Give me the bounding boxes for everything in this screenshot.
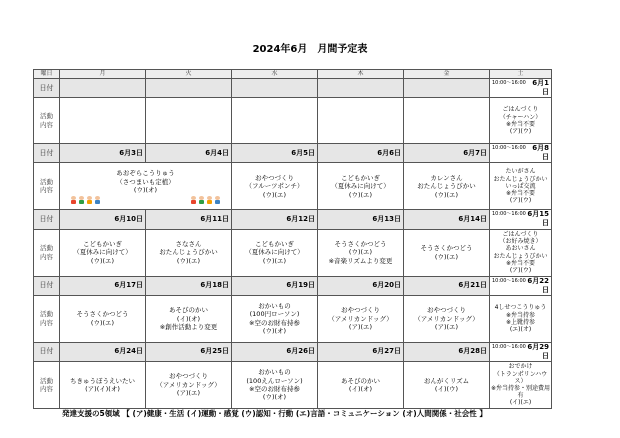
- date-cell-wed: [232, 144, 318, 163]
- saturday-hours: 10:00～16:00: [492, 211, 526, 218]
- date-label: 6月25日: [200, 347, 229, 356]
- activity-cell-mon: [60, 361, 146, 408]
- activity-row-label: [34, 98, 60, 144]
- activity-text: ちきゅうぼうえいたい (ア)(イ)(オ): [70, 376, 135, 393]
- activity-text: たいがさん おたんじょうびかい いっぱ交流 ※弁当不要 (ア)(ウ): [493, 168, 548, 205]
- date-row: [34, 79, 552, 98]
- activity-text: カレンさん おたんじょうびかい (ウ)(エ): [417, 173, 476, 199]
- activity-text: ごはんづくり （チャーハン） ※弁当不要 (ア)(ウ): [499, 106, 542, 135]
- activity-text: おかいもの (100円ローソン) ※空のお財布持参 (ウ)(オ): [249, 301, 300, 336]
- activity-text: さなさん おたんじょうびかい (ウ)(エ): [159, 239, 218, 265]
- activity-label-line1: 活動: [40, 310, 53, 319]
- activity-cell-wed: [232, 361, 318, 408]
- date-label: 6月1日: [532, 79, 549, 97]
- date-label: 6月28日: [458, 347, 487, 356]
- activity-cell-mon: [60, 98, 146, 144]
- activity-text: こどもかいぎ （夏休みに向けて） (ウ)(エ): [73, 239, 132, 265]
- date-cell-tue: [146, 342, 232, 361]
- activity-row: [34, 295, 552, 342]
- activity-cell-mon: [60, 229, 146, 276]
- date-label: 6月17日: [114, 281, 143, 290]
- activity-cell-sat: [490, 229, 552, 276]
- weekday-fri: 金: [404, 70, 490, 79]
- activity-cell-thu: [318, 295, 404, 342]
- date-label: 6月24日: [114, 347, 143, 356]
- activity-cell-mon: [60, 295, 146, 342]
- date-cell-wed: [232, 342, 318, 361]
- date-label: 6月20日: [372, 281, 401, 290]
- date-cell-fri: [404, 144, 490, 163]
- activity-cell-tue: [146, 361, 232, 408]
- date-cell-sat: [490, 342, 552, 361]
- activity-label-line2: 内容: [40, 384, 53, 393]
- date-label: 6月6日: [377, 148, 401, 157]
- activity-cell-fri: [404, 229, 490, 276]
- date-cell-wed: [232, 276, 318, 295]
- activity-text: おやつづくり （アメリカンドッグ） (ア)(エ): [328, 306, 393, 331]
- date-label: 6月12日: [286, 214, 315, 223]
- activity-cell-wed: [232, 229, 318, 276]
- weekday-header-row: [34, 70, 552, 79]
- activity-label-line1: 活動: [40, 376, 53, 385]
- date-cell-mon: [60, 276, 146, 295]
- date-cell-mon: [60, 210, 146, 229]
- activity-text: おんがくリズム (イ)(ウ): [423, 376, 470, 393]
- date-row-label: 日付: [34, 210, 60, 229]
- date-cell-sat: [490, 276, 552, 295]
- date-label: 6月29日: [527, 342, 549, 360]
- child-figure-icon: [214, 196, 221, 204]
- date-cell-sat: [490, 79, 552, 98]
- activity-text: おやつづくり （フルーツポンチ） (ウ)(エ): [245, 173, 304, 199]
- developmental-domains-legend: 発達支援の5領域 【 (ア)健康・生活 (イ)運動・感覚 (ウ)認知・行動 (エ)言語・コミュニケーション (オ)人間関係・社会性 】: [62, 409, 487, 418]
- activity-text: あそびのかい (イ)(オ): [341, 376, 380, 393]
- child-figure-icon: [86, 196, 93, 204]
- date-label: 6月22日: [527, 276, 549, 294]
- date-label: 6月18日: [200, 281, 229, 290]
- date-cell-fri: [404, 210, 490, 229]
- activity-text: こどもかいぎ （夏休みに向けて） (ウ)(エ): [245, 239, 304, 265]
- date-label: 6月14日: [458, 214, 487, 223]
- date-row-label: 日付: [34, 144, 60, 163]
- date-cell-tue: [146, 79, 232, 98]
- activity-label-line1: 活動: [40, 112, 53, 121]
- activity-cell-sat: [490, 98, 552, 144]
- date-label: 6月8日: [532, 144, 549, 162]
- activity-text: そうさくかつどう (ウ)(エ): [420, 244, 473, 261]
- activity-cell-thu: [318, 229, 404, 276]
- activity-text: あそびのかい (イ)(オ) ※創作活動より変更: [159, 306, 218, 331]
- activity-cell-sat: [490, 163, 552, 210]
- date-label: 6月10日: [114, 214, 143, 223]
- activity-cell-tue: [146, 295, 232, 342]
- weekday-header-label: 曜日: [34, 70, 60, 79]
- activity-cell-sat: [490, 295, 552, 342]
- activity-text: ごはんづくり （お好み焼き） あおいさん おたんじょうびかい ※弁当不要 (ア)(ウ): [493, 231, 548, 274]
- date-cell-thu: [318, 79, 404, 98]
- child-figure-icon: [206, 196, 213, 204]
- weekday-thu: 木: [318, 70, 404, 79]
- children-illustration: [60, 196, 231, 204]
- date-row: [34, 342, 552, 361]
- activity-cell-tue: [146, 229, 232, 276]
- activity-row-label: [34, 295, 60, 342]
- activity-label-line2: 内容: [40, 120, 53, 129]
- date-row-label: 日付: [34, 276, 60, 295]
- child-figure-icon: [78, 196, 85, 204]
- date-label: 6月13日: [372, 214, 401, 223]
- date-cell-thu: [318, 210, 404, 229]
- activity-cell-tue: [146, 98, 232, 144]
- date-row: [34, 144, 552, 163]
- page-title: 2024年6月 月間予定表: [252, 44, 368, 55]
- activity-row: [34, 163, 552, 210]
- activity-text: あおぞらこうりゅう （さつまいも定植） (ウ)(オ): [116, 169, 175, 195]
- activity-text: そうさくかつどう (ウ)(エ) ※音楽リズムより変更: [328, 239, 393, 265]
- activity-row: [34, 229, 552, 276]
- activity-label-line2: 内容: [40, 186, 53, 195]
- date-cell-mon: [60, 79, 146, 98]
- activity-text: そうさくかつどう (ウ)(エ): [76, 310, 129, 327]
- monthly-schedule-table: [33, 69, 552, 409]
- activity-row: [34, 98, 552, 144]
- saturday-hours: 10:00～16:00: [492, 145, 526, 152]
- child-figure-icon: [198, 196, 205, 204]
- weekday-sat: 土: [490, 70, 552, 79]
- activity-text: おやつづくり （アメリカンドッグ） (ア)(エ): [156, 372, 221, 398]
- date-label: 6月5日: [291, 148, 315, 157]
- date-cell-tue: [146, 144, 232, 163]
- activity-cell-thu: [318, 361, 404, 408]
- activity-text: おやつづくり （アメリカンドッグ） (ア)(エ): [414, 306, 479, 331]
- date-label: 6月19日: [286, 281, 315, 290]
- child-figure-icon: [94, 196, 101, 204]
- date-cell-sat: [490, 210, 552, 229]
- child-figure-icon: [190, 196, 197, 204]
- weekday-mon: 月: [60, 70, 146, 79]
- activity-row-label: [34, 229, 60, 276]
- date-row-label: 日付: [34, 342, 60, 361]
- activity-cell-wed: [232, 163, 318, 210]
- saturday-hours: 10:00～16:00: [492, 80, 526, 86]
- date-cell-fri: [404, 79, 490, 98]
- date-label: 6月4日: [205, 148, 229, 157]
- date-cell-fri: [404, 276, 490, 295]
- child-figure-icon: [70, 196, 77, 204]
- saturday-hours: 10:00～16:00: [492, 343, 526, 350]
- activity-label-line1: 活動: [40, 177, 53, 186]
- date-label: 6月3日: [119, 148, 143, 157]
- activity-cell-wed: [232, 295, 318, 342]
- date-cell-tue: [146, 210, 232, 229]
- activity-row: [34, 361, 552, 408]
- activity-text: 4しせつこうりゅう ※弁当持参 ※上靴持参 (エ)(オ): [494, 304, 547, 333]
- activity-cell-fri: [404, 163, 490, 210]
- activity-row-label: [34, 361, 60, 408]
- activity-cell-mon: [60, 163, 232, 210]
- date-cell-fri: [404, 342, 490, 361]
- date-row: [34, 210, 552, 229]
- activity-cell-fri: [404, 295, 490, 342]
- activity-cell-sat: [490, 361, 552, 408]
- activity-row-label: [34, 163, 60, 210]
- activity-text: おでかけ （トランポリンハウス） ※弁当持参・別途費用有 (イ)(エ): [490, 363, 551, 407]
- activity-label-line2: 内容: [40, 252, 53, 261]
- date-cell-thu: [318, 144, 404, 163]
- date-row: [34, 276, 552, 295]
- date-cell-thu: [318, 342, 404, 361]
- activity-cell-wed: [232, 98, 318, 144]
- date-label: 6月11日: [200, 214, 229, 223]
- date-cell-thu: [318, 276, 404, 295]
- date-cell-mon: [60, 342, 146, 361]
- activity-cell-fri: [404, 98, 490, 144]
- date-label: 6月15日: [527, 210, 549, 228]
- weekday-wed: 水: [232, 70, 318, 79]
- date-label: 6月21日: [458, 281, 487, 290]
- children-group-icon: [190, 196, 221, 204]
- activity-label-line1: 活動: [40, 244, 53, 253]
- date-cell-wed: [232, 210, 318, 229]
- date-label: 6月26日: [286, 347, 315, 356]
- children-group-icon: [70, 196, 101, 204]
- activity-cell-thu: [318, 163, 404, 210]
- weekday-tue: 火: [146, 70, 232, 79]
- activity-label-line2: 内容: [40, 318, 53, 327]
- date-cell-tue: [146, 276, 232, 295]
- saturday-hours: 10:00～16:00: [492, 277, 526, 284]
- activity-cell-thu: [318, 98, 404, 144]
- date-cell-wed: [232, 79, 318, 98]
- date-label: 6月7日: [463, 148, 487, 157]
- activity-text: おかいもの (100えんローソン) ※空のお財布持参 (ウ)(オ): [246, 368, 303, 402]
- date-cell-sat: [490, 144, 552, 163]
- date-row-label: 日付: [34, 79, 60, 98]
- activity-text: こどもかいぎ （夏休みに向けて） (ウ)(エ): [331, 173, 390, 199]
- date-cell-mon: [60, 144, 146, 163]
- date-label: 6月27日: [372, 347, 401, 356]
- activity-cell-fri: [404, 361, 490, 408]
